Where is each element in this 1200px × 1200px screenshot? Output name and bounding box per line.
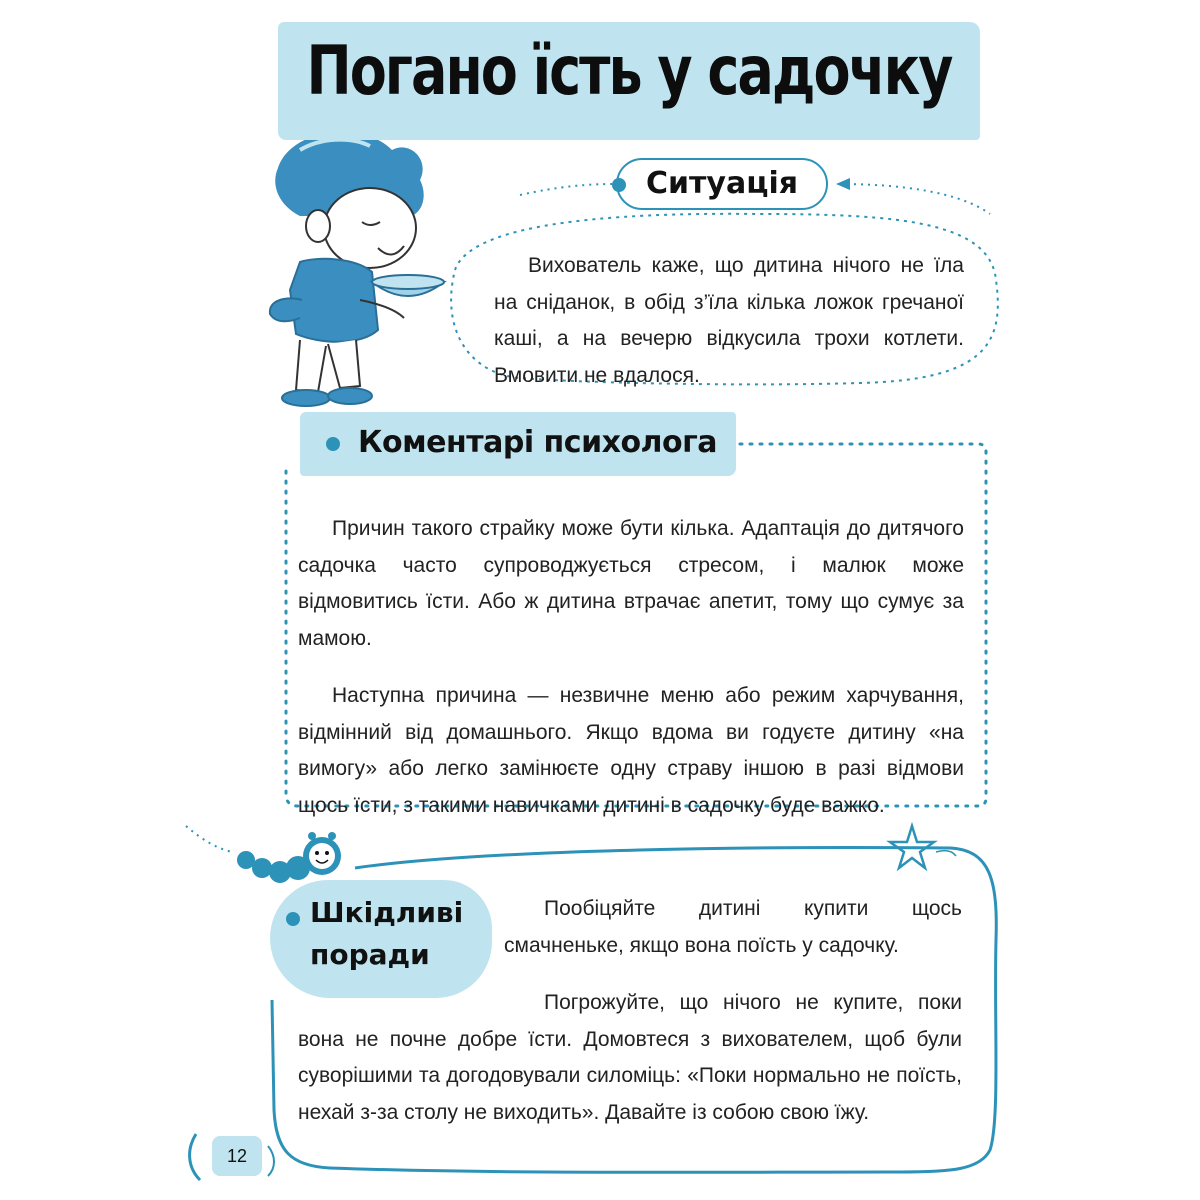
harmful-heading-line1: Шкідливі: [310, 896, 464, 929]
psychologist-paragraph-1: Причин такого страйку може бути кілька. Адаптація до дитячого садочка часто супроводжується стресом, і малюк може відмовитись їсти. Або ж дитина втрачає апетит, тому що сумує за мамою.: [298, 517, 964, 650]
situation-text-block: [494, 227, 964, 415]
psychologist-bullet-icon: [326, 437, 340, 451]
situation-text: Вихователь каже, що дитина нічого не їла на сніданок, в обід з’їла кілька ложок гречаної каші, а на вечерю відкусила трохи котлети. Вмовити не вдалося.: [494, 254, 964, 387]
harmful-text-block: [298, 870, 962, 1152]
page-swoosh: [190, 1134, 200, 1180]
psychologist-text-block: [298, 490, 964, 845]
page-swoosh-right: [268, 1146, 274, 1176]
page-number: 12: [226, 1146, 248, 1166]
arrow-left-icon: [836, 178, 850, 190]
harmful-float-spacer: [298, 870, 504, 992]
psychologist-heading: Коментарі психолога: [358, 425, 718, 460]
harmful-paragraph-2: Погрожуйте, що нічого не купите, поки вона не почне добре їсти. Домовтеся з вихователем, щоб були суворішими та догодовували силоміць: «Поки нормально не поїсть, нехай з-за столу не виходить». Давайте із собою свою їжу.: [298, 991, 962, 1124]
dotted-trail: [186, 826, 232, 852]
situation-connector-left: [520, 184, 612, 195]
situation-heading: Ситуація: [645, 166, 798, 201]
harmful-paragraph-1: Пообіцяйте дитині купити щось смачненьке, якщо вона поїсть у садочку.: [504, 897, 962, 957]
psychologist-paragraph-2: Наступна причина — незвичне меню або режим харчування, відмінний від домашнього. Якщо вдома ви годуєте дитину «на вимогу» або легко замінюєте одну страву іншою в разі відмови щось їсти, з такими навичками дитині в садочку буде важко.: [298, 684, 964, 817]
page-title: Погано їсть у садочку: [306, 31, 952, 110]
situation-connector-right: [840, 184, 990, 214]
boy-illustration: [270, 132, 444, 406]
harmful-heading-line2: поради: [310, 938, 430, 971]
